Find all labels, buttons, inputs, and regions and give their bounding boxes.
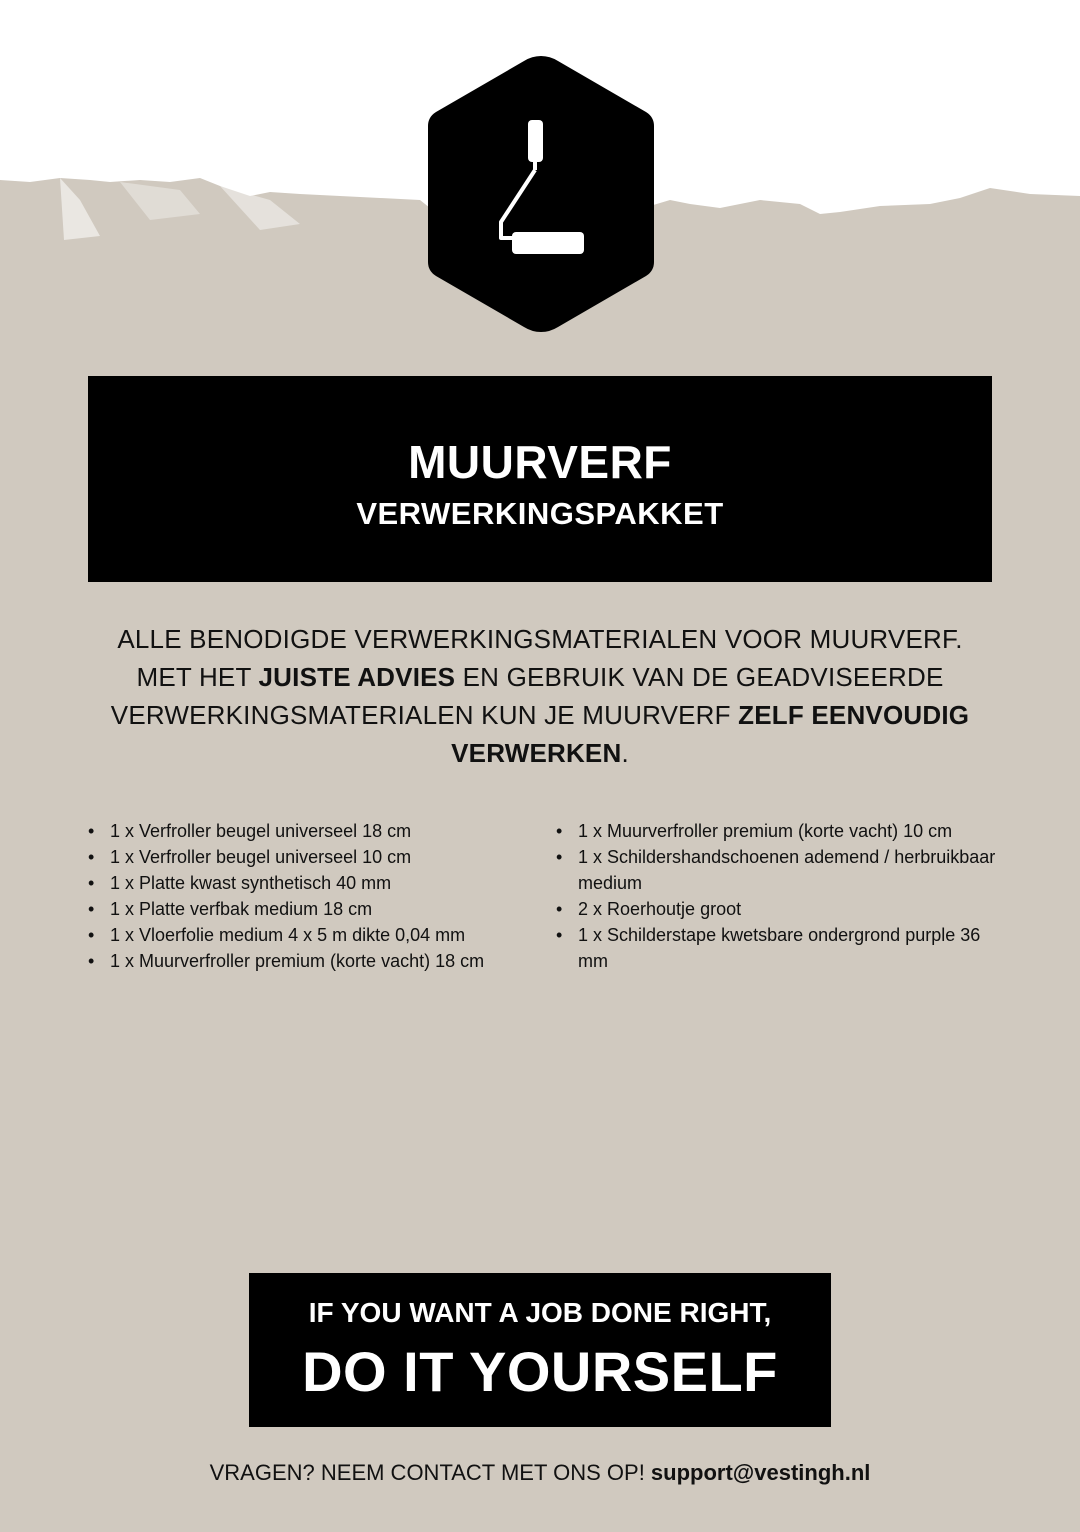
intro-text: . — [621, 738, 629, 768]
list-item — [88, 818, 538, 844]
intro-bold-text: JUISTE ADVIES — [258, 662, 456, 692]
slogan-box — [249, 1273, 831, 1427]
support-email-link[interactable]: support@vestingh.nl — [650, 1460, 871, 1485]
page-title: MUURVERF — [408, 436, 672, 488]
bullet: • — [556, 821, 563, 841]
bullet: • — [88, 951, 95, 971]
bullet: • — [556, 899, 563, 919]
list-item — [88, 870, 538, 896]
list-item-text: 1 x Muurverfroller premium (korte vacht) 10 cm — [578, 821, 953, 841]
intro-text: VERWERKINGSMATERIALEN KUN JE MUURVERF — [110, 700, 739, 730]
list-item — [556, 844, 996, 896]
bullet: • — [556, 847, 563, 867]
list-item-text: 1 x Vloerfolie medium 4 x 5 m dikte 0,04 mm — [110, 925, 466, 945]
intro-text: MET HET — [136, 662, 259, 692]
intro-line-4 — [90, 734, 990, 772]
list-item-text: 1 x Schilderstape kwetsbare ondergrond purple 36 mm — [578, 925, 981, 971]
list-item-text: 1 x Schildershandschoenen ademend / herbruikbaar medium — [578, 847, 996, 893]
list-item — [556, 896, 996, 922]
list-item-text: 1 x Verfroller beugel universeel 18 cm — [110, 821, 412, 841]
bullet: • — [556, 925, 563, 945]
list-item-text: 1 x Verfroller beugel universeel 10 cm — [110, 847, 412, 867]
list-item — [88, 922, 538, 948]
list-item — [88, 896, 538, 922]
intro-line-1: ALLE BENODIGDE VERWERKINGSMATERIALEN VOOR MUURVERF. — [117, 624, 963, 654]
list-item — [556, 818, 996, 844]
intro-paragraph — [90, 620, 990, 772]
intro-bold-text: ZELF EENVOUDIG — [738, 700, 970, 730]
bullet: • — [88, 925, 95, 945]
list-item — [88, 844, 538, 870]
contact-text: VRAGEN? NEEM CONTACT MET ONS OP! — [209, 1460, 651, 1485]
hexagon-badge — [424, 52, 658, 336]
intro-text: EN GEBRUIK VAN DE GEADVISEERDE — [455, 662, 944, 692]
contact-line — [0, 1458, 1080, 1488]
page-subtitle: VERWERKINGSPAKKET — [356, 496, 724, 531]
bullet: • — [88, 899, 95, 919]
title-box — [88, 376, 992, 582]
list-item-text: 1 x Platte verfbak medium 18 cm — [110, 899, 373, 919]
list-item-text: 1 x Muurverfroller premium (korte vacht) 18 cm — [110, 951, 485, 971]
list-item-text: 1 x Platte kwast synthetisch 40 mm — [110, 873, 392, 893]
list-item — [556, 922, 996, 974]
bullet: • — [88, 873, 95, 893]
bullet: • — [88, 847, 95, 867]
intro-line-2 — [90, 658, 990, 696]
slogan-line-2: DO IT YOURSELF — [302, 1340, 778, 1403]
item-list-right — [556, 818, 996, 974]
list-item — [88, 948, 538, 974]
intro-bold-text: VERWERKEN — [451, 738, 622, 768]
item-list-left — [88, 818, 538, 974]
intro-line-3 — [90, 696, 990, 734]
bullet: • — [88, 821, 95, 841]
slogan-line-1: IF YOU WANT A JOB DONE RIGHT, — [308, 1297, 772, 1328]
list-item-text: 2 x Roerhoutje groot — [578, 899, 742, 919]
